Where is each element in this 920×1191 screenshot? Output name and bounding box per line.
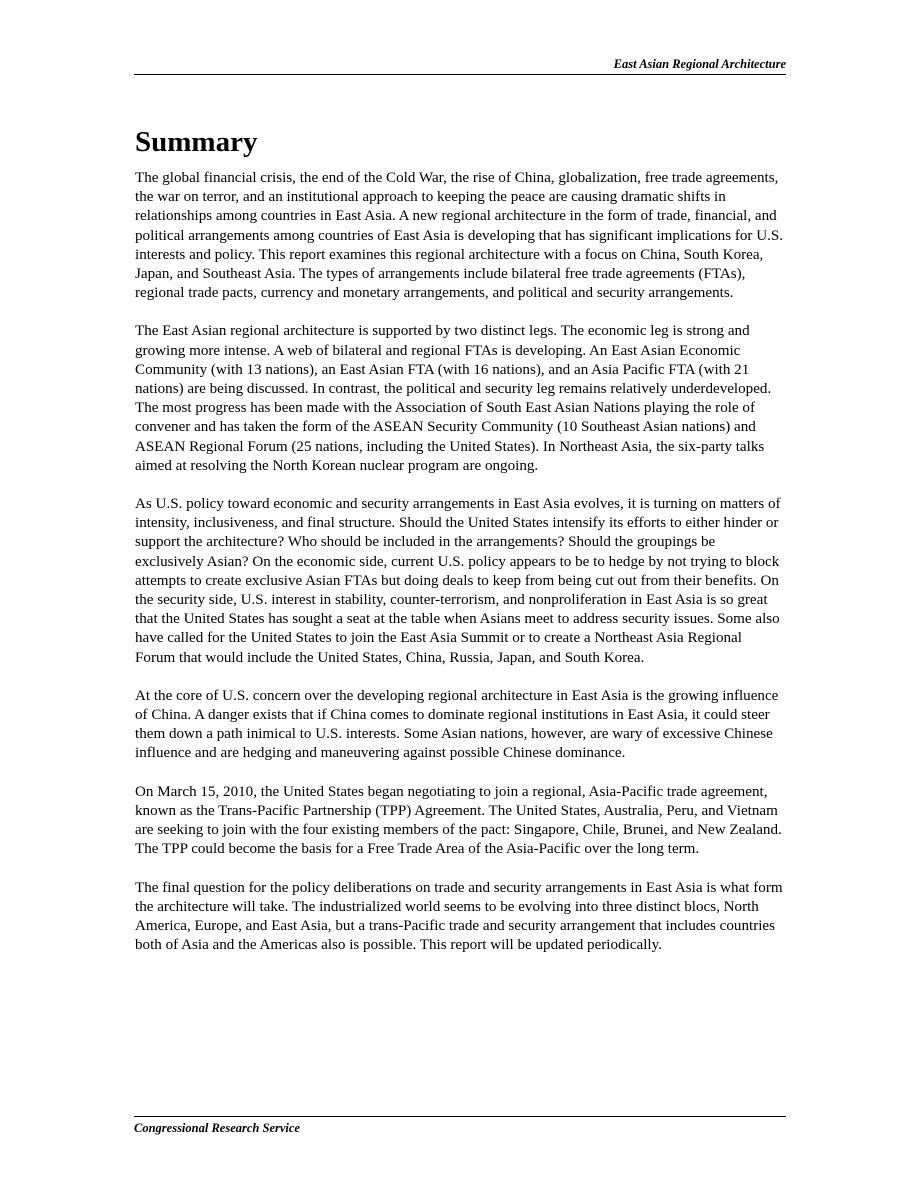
summary-paragraph-5: On March 15, 2010, the United States began negotiating to join a regional, Asia-Pacific trade agreement, known as the Trans-Pacific Partnership (TPP) Agreement. The United States, Australia, Peru, and Vietnam are seeking to join with the four existing members of the pact: Singapore, Chile, Brunei, and New Zealand. The TPP could become the basis for a Free Trade Area of the Asia-Pacific over the long term. [135,783,782,858]
running-header-title: East Asian Regional Architecture [613,57,786,71]
summary-paragraph-4: At the core of U.S. concern over the developing regional architecture in East Asia is the growing influence of China. A danger exists that if China comes to dominate regional institutions in East Asia, it could steer them down a path inimical to U.S. interests. Some Asian nations, however, are wary of excessive Chinese influence and are hedging and maneuvering against possible Chinese dominance. [135,687,779,762]
summary-paragraph-2: The East Asian regional architecture is supported by two distinct legs. The economic leg is strong and growing more intense. A web of bilateral and regional FTAs is developing. An East Asian Economic Community (with 13 nations), an East Asian FTA (with 16 nations), and an Asia Pacific FTA (with 21 nations) are being discussed. In contrast, the political and security leg remains relatively underdeveloped. The most progress has been made with the Association of South East Asian Nations playing the role of convener and has taken the form of the ASEAN Security Community (10 Southeast Asian nations) and ASEAN Regional Forum (25 nations, including the United States). In Northeast Asia, the six-party talks aimed at resolving the North Korean nuclear program are ongoing. [135,323,772,474]
running-footer [134,1116,786,1136]
running-header [134,56,786,75]
summary-paragraph-1: The global financial crisis, the end of the Cold War, the rise of China, globalization, free trade agreements, the war on terror, and an institutional approach to keeping the peace are causing dramatic shifts in relationships among countries in East Asia. A new regional architecture in the form of trade, financial, and political arrangements among countries of East Asia is developing that has significant implications for U.S. interests and policy. This report examines this regional architecture with a focus on China, South Korea, Japan, and Southeast Asia. The types of arrangements include bilateral free trade agreements (FTAs), regional trade pacts, currency and monetary arrangements, and political and security arrangements. [135,170,784,302]
footer-source: Congressional Research Service [134,1121,300,1135]
document-body [135,124,785,974]
page-title: Summary [135,126,258,158]
summary-paragraph-6: The final question for the policy deliberations on trade and security arrangements in East Asia is what form the architecture will take. The industrialized world seems to be evolving into three distinct blocs, North America, Europe, and East Asia, but a trans-Pacific trade and security arrangement that includes countries both of Asia and the Americas also is possible. This report will be updated periodically. [135,879,783,954]
summary-paragraph-3: As U.S. policy toward economic and security arrangements in East Asia evolves, it is turning on matters of intensity, inclusiveness, and final structure. Should the United States intensify its efforts to either hinder or support the architecture? Who should be included in the arrangements? Should the groupings be exclusively Asian? On the economic side, current U.S. policy appears to be to hedge by not trying to block attempts to create exclusive Asian FTAs but doing deals to keep from being cut out from their benefits. On the security side, U.S. interest in stability, counter-terrorism, and nonproliferation in East Asia is so great that the United States has sought a seat at the table when Asians meet to address security issues. Some also have called for the United States to join the East Asia Summit or to create a Northeast Asia Regional Forum that would include the United States, China, Russia, Japan, and South Korea. [135,496,781,666]
